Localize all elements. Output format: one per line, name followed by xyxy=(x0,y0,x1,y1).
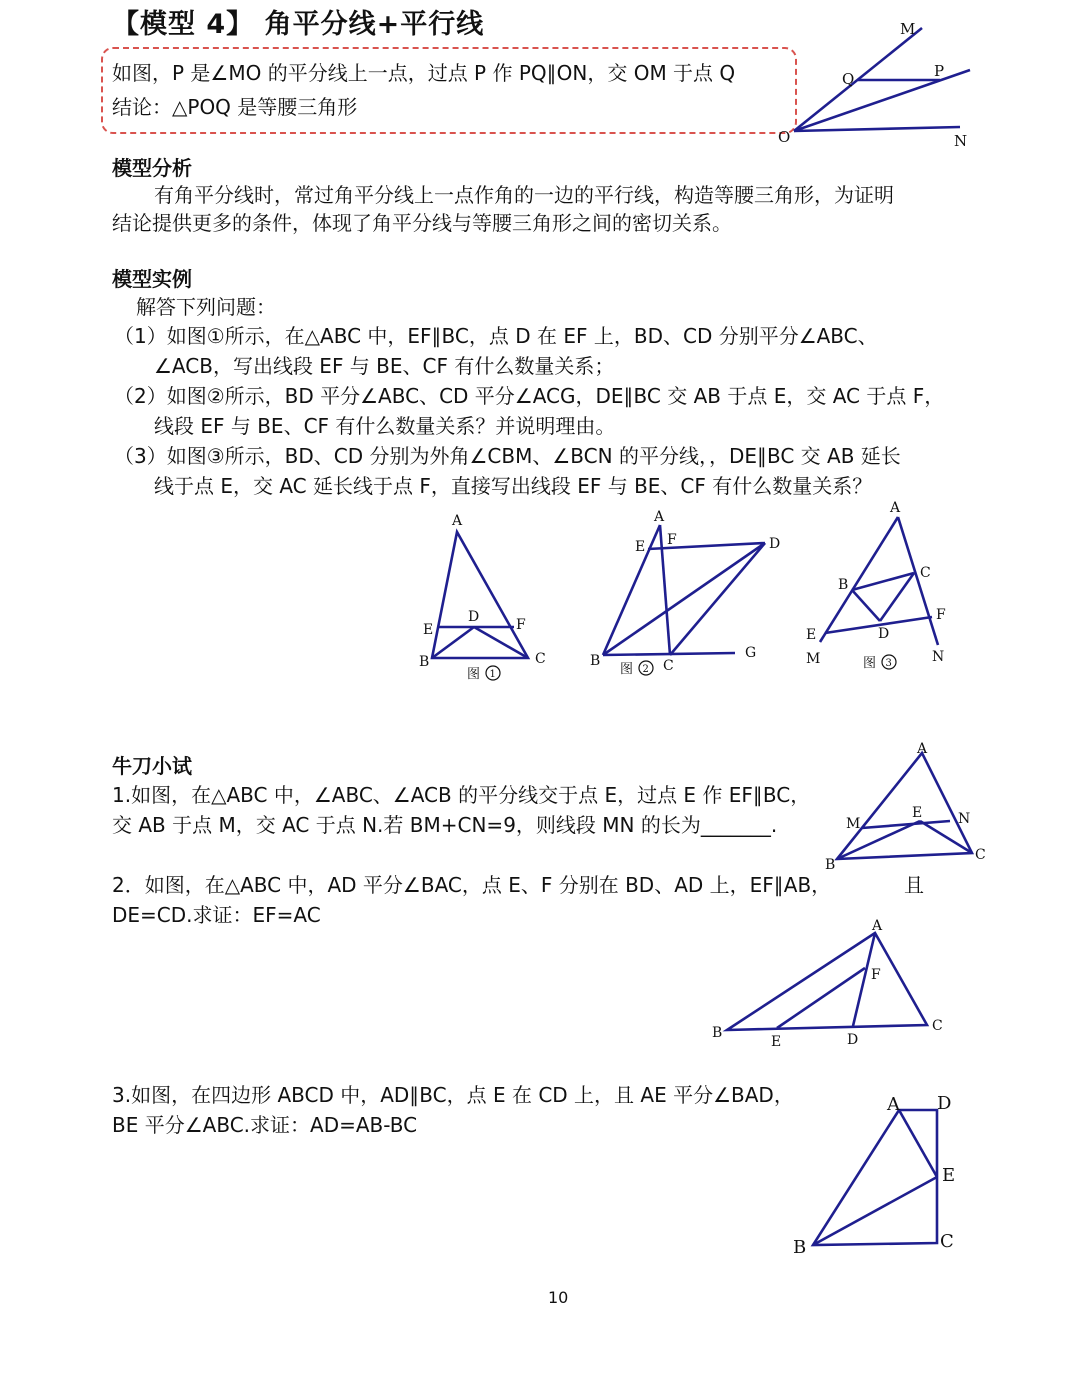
question-1-line-1: （1）如图①所示，在△ABC 中，EF∥BC，点 D 在 EF 上，BD、CD 分别平分∠ABC、 xyxy=(114,324,878,348)
figure-caption: 图 xyxy=(863,656,877,671)
label-b: B xyxy=(838,577,849,593)
page-number: 10 xyxy=(548,1288,569,1307)
figure-1 xyxy=(410,505,560,690)
triangle-abc xyxy=(727,933,927,1030)
label-e: E xyxy=(423,622,434,638)
analysis-heading: 模型分析 xyxy=(112,156,192,180)
quadrilateral-abcd xyxy=(813,1110,937,1245)
label-b: B xyxy=(590,653,601,669)
model-statement: 如图，P 是∠MO 的平分线上一点，过点 P 作 PQ∥ON，交 OM 于点 Q xyxy=(112,61,736,85)
label-d: D xyxy=(468,609,480,625)
question-2-line-2: 线段 EF 与 BE、CF 有什么数量关系？并说明理由。 xyxy=(154,414,616,438)
label-e: E xyxy=(771,1034,782,1050)
examples-heading: 模型实例 xyxy=(112,267,192,291)
label-c: C xyxy=(535,651,546,667)
answer-blank[interactable]: _______ xyxy=(700,813,771,837)
label-d: D xyxy=(878,626,890,642)
label-b: B xyxy=(793,1237,807,1258)
triangle-abc xyxy=(837,753,972,859)
practice-heading: 牛刀小试 xyxy=(112,754,192,778)
practice-1-figure xyxy=(815,735,995,875)
segment-an xyxy=(898,517,938,645)
label-n: N xyxy=(954,132,968,150)
label-p: P xyxy=(934,62,945,80)
label-a: A xyxy=(872,918,883,934)
practice-1-line-1: 1.如图，在△ABC 中，∠ABC、∠ACB 的平分线交于点 E，过点 E 作 EF∥BC， xyxy=(112,783,811,807)
figure-caption: 图 xyxy=(467,667,481,682)
figure-3 xyxy=(800,495,960,680)
label-n: N xyxy=(932,649,945,665)
segment-be xyxy=(813,1177,937,1245)
segment-ed xyxy=(648,543,765,549)
label-c: C xyxy=(940,1231,954,1252)
figure-2 xyxy=(585,505,785,690)
practice-3-line-2: BE 平分∠ABC.求证：AD=AB-BC xyxy=(112,1113,418,1137)
label-c: C xyxy=(932,1018,943,1034)
triangle-abc xyxy=(432,532,528,658)
question-2-line-1: （2）如图②所示，BD 平分∠ABC、CD 平分∠ACG，DE∥BC 交 AB 于点 E，交 AC 于点 F， xyxy=(114,384,945,408)
label-f: F xyxy=(871,967,881,983)
practice-2-figure xyxy=(705,915,955,1050)
label-a: A xyxy=(452,513,463,529)
model-figure xyxy=(770,14,980,154)
label-c: C xyxy=(975,847,986,863)
label-a: A xyxy=(654,509,665,525)
segment-bd xyxy=(852,590,880,621)
figure-number: 3 xyxy=(885,658,892,669)
figure-caption: 图 xyxy=(620,662,634,677)
label-f: F xyxy=(516,617,526,633)
label-c: C xyxy=(663,658,674,674)
label-c: C xyxy=(920,565,931,581)
label-e: E xyxy=(806,627,817,643)
practice-2-qie: 且 xyxy=(904,873,924,897)
label-f: F xyxy=(936,607,946,623)
question-1-line-2: ∠ACB，写出线段 EF 与 BE、CF 有什么数量关系； xyxy=(154,354,615,378)
figure-number: 1 xyxy=(489,669,496,680)
segment-ef xyxy=(777,968,865,1028)
label-f: F xyxy=(667,532,677,548)
label-q: Q xyxy=(842,70,855,88)
practice-1-line-2 xyxy=(112,809,777,838)
segment-bg xyxy=(603,653,735,655)
figure-number: 2 xyxy=(642,664,649,675)
section-title: 【模型 4】 角平分线+平行线 xyxy=(112,9,485,40)
label-b: B xyxy=(825,857,836,873)
segment-ae xyxy=(899,1110,937,1177)
label-n: N xyxy=(958,811,971,827)
practice-3-line-1: 3.如图，在四边形 ABCD 中，AD∥BC，点 E 在 CD 上，且 AE 平分∠BAD， xyxy=(112,1083,794,1107)
label-a: A xyxy=(890,500,901,516)
label-a: A xyxy=(917,741,928,757)
label-m: M xyxy=(846,816,861,832)
examples-intro: 解答下列问题： xyxy=(136,295,276,319)
label-d: D xyxy=(769,536,781,552)
question-3-line-2: 线于点 E，交 AC 延长线于点 F，直接写出线段 EF 与 BE、CF 有什么数量关系？ xyxy=(154,474,873,498)
label-d: D xyxy=(937,1093,952,1114)
practice-1-text: 交 AB 于点 M，交 AC 于点 N.若 BM+CN=9，则线段 MN 的长为 xyxy=(112,813,701,837)
label-g: G xyxy=(745,645,757,661)
label-e: E xyxy=(942,1165,956,1186)
label-o: O xyxy=(778,128,791,146)
analysis-text-1: 有角平分线时，常过角平分线上一点作角的一边的平行线，构造等腰三角形，为证明 xyxy=(154,183,894,207)
practice-3-figure xyxy=(785,1085,975,1260)
label-m: M xyxy=(900,20,916,38)
ray-on xyxy=(794,127,960,131)
label-d: D xyxy=(847,1032,859,1048)
label-b: B xyxy=(712,1025,723,1041)
label-a: A xyxy=(887,1094,900,1115)
practice-2-line-2: DE=CD.求证：EF=AC xyxy=(112,903,321,927)
practice-2-line-1: 2．如图，在△ABC 中，AD 平分∠BAC，点 E、F 分别在 BD、AD 上，EF∥AB， xyxy=(112,873,832,897)
label-m: M xyxy=(806,651,821,667)
label-e: E xyxy=(912,805,923,821)
analysis-text-2: 结论提供更多的条件，体现了角平分线与等腰三角形之间的密切关系。 xyxy=(112,211,732,235)
model-conclusion: 结论：△POQ 是等腰三角形 xyxy=(112,95,358,119)
question-3-line-1: （3）如图③所示，BD、CD 分别为外角∠CBM、∠BCN 的平分线，，DE∥BC 交 AB 延长 xyxy=(114,444,901,468)
practice-1-end: . xyxy=(770,813,778,837)
label-e: E xyxy=(635,539,646,555)
label-b: B xyxy=(419,654,430,670)
